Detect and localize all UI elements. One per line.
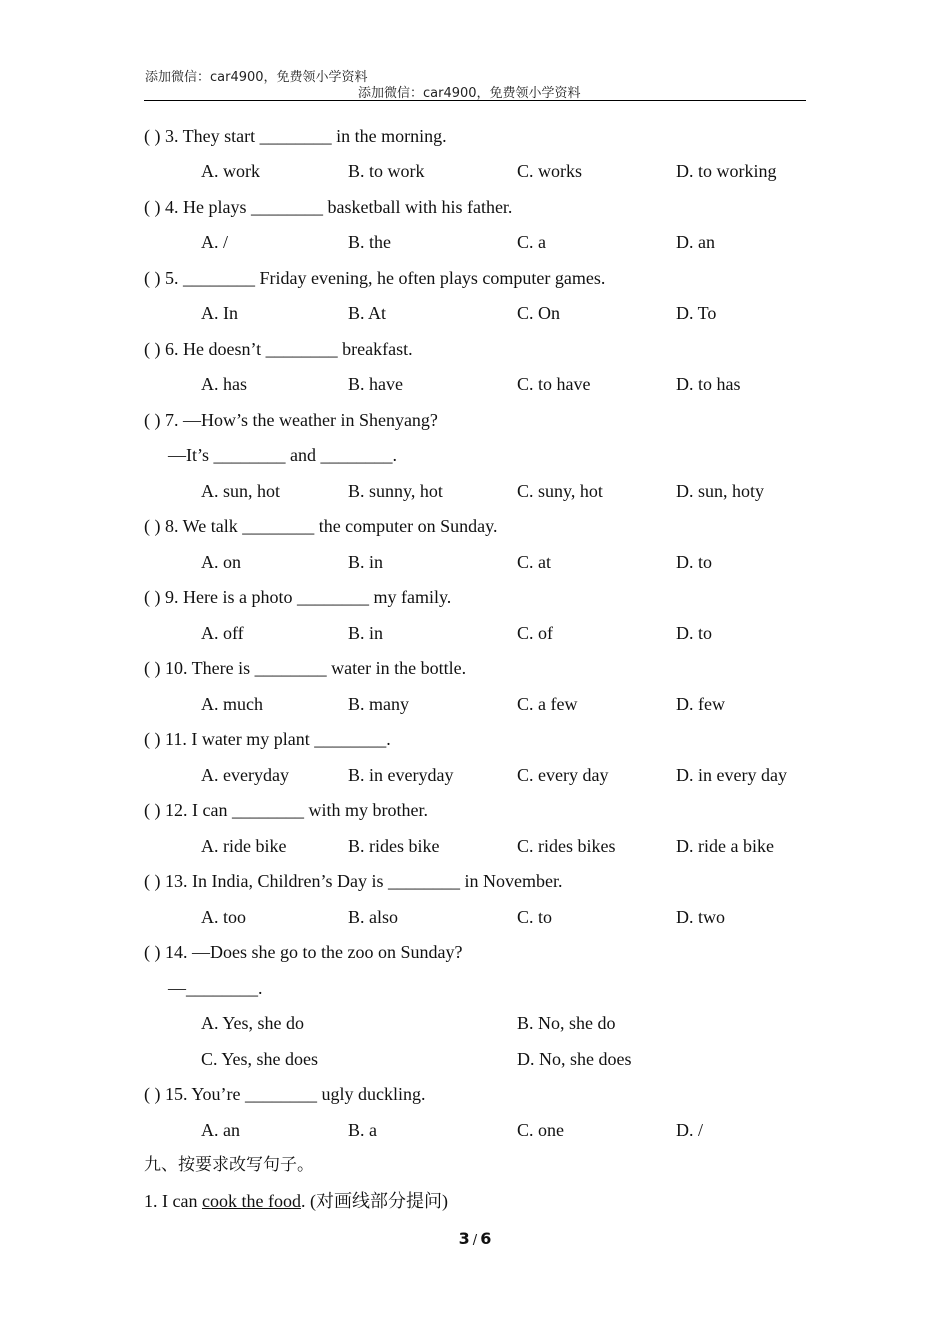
option-c: C. works (517, 161, 583, 181)
option-c: C. suny, hot (517, 480, 603, 501)
option-a: A. Yes, she do (201, 1013, 305, 1033)
option-b: B. sunny, hot (348, 480, 443, 501)
option-a: A. much (201, 693, 263, 714)
option-b: B. in everyday (348, 764, 454, 785)
options-row (144, 545, 806, 581)
rewrite-prefix: 1. I can (144, 1190, 202, 1211)
worksheet-content (144, 119, 806, 1220)
option-a: A. work (201, 161, 260, 181)
option-b: B. in (348, 551, 384, 572)
question-stem: ( ) 7. —How’s the weather in Shenyang? (144, 409, 438, 430)
option-c: C. at (517, 551, 551, 572)
option-a: A. too (201, 906, 246, 927)
option-c: C. every day (517, 764, 609, 785)
options-row (144, 474, 806, 510)
question-stem: ( ) 11. I water my plant ________. (144, 729, 391, 749)
option-c: C. to have (517, 374, 591, 394)
option-a: A. has (201, 374, 247, 394)
option-d: D. / (676, 1119, 703, 1140)
option-b: B. a (348, 1119, 377, 1140)
question-stem: ( ) 15. You’re ________ ugly duckling. (144, 1084, 426, 1104)
option-c: C. Yes, she does (201, 1048, 319, 1069)
option-b: B. At (348, 303, 387, 323)
option-a: A. off (201, 622, 244, 643)
question-stem: ( ) 10. There is ________ water in the bottle. (144, 658, 467, 678)
option-d: D. an (676, 232, 715, 252)
option-b: B. many (348, 693, 409, 714)
rewrite-question-1 (144, 1184, 806, 1220)
question-stem: ( ) 12. I can ________ with my brother. (144, 800, 428, 820)
option-d: D. to (676, 622, 712, 643)
options-row (144, 296, 806, 332)
options-row (144, 1042, 806, 1078)
option-a: A. an (201, 1119, 240, 1140)
option-d: D. to working (676, 161, 777, 181)
options-row (144, 1006, 806, 1042)
page-number (0, 1229, 950, 1248)
header-watermark-line2: 添加微信：car4900，免费领小学资料 (358, 86, 581, 101)
current-page: 3 (458, 1229, 470, 1248)
option-c: C. one (517, 1119, 564, 1140)
option-b: B. rides bike (348, 835, 440, 856)
option-d: D. sun, hoty (676, 480, 765, 501)
options-row (144, 225, 806, 261)
option-a: A. on (201, 551, 241, 572)
option-d: D. few (676, 693, 725, 714)
options-row (144, 154, 806, 190)
option-b: B. also (348, 906, 399, 927)
option-c: C. rides bikes (517, 835, 616, 856)
question-stem: ( ) 3. They start ________ in the morning. (144, 125, 447, 146)
question-stem: ( ) 9. Here is a photo ________ my family. (144, 587, 452, 607)
options-row (144, 1113, 806, 1149)
option-c: C. of (517, 622, 553, 643)
option-c: C. to (517, 906, 553, 927)
page-separator: / (472, 1233, 478, 1248)
option-b: B. No, she do (517, 1013, 616, 1033)
rewrite-suffix: . (对画线部分提问) (300, 1190, 448, 1211)
option-b: B. in (348, 622, 384, 643)
options-row (144, 367, 806, 403)
option-a: A. sun, hot (201, 480, 281, 501)
total-pages: 6 (480, 1229, 492, 1248)
option-a: A. / (201, 232, 228, 252)
question-stem: ( ) 13. In India, Children’s Day is ________ in November. (144, 871, 563, 891)
question-stem: ( ) 6. He doesn’t ________ breakfast. (144, 338, 413, 359)
header-watermark-line1: 添加微信：car4900，免费领小学资料 (145, 70, 368, 85)
option-d: D. No, she does (517, 1048, 632, 1069)
option-a: A. everyday (201, 764, 289, 785)
question-stem: ( ) 8. We talk ________ the computer on Sunday. (144, 516, 498, 536)
question-response-line: —It’s ________ and ________. (168, 445, 397, 465)
question-stem: ( ) 14. —Does she go to the zoo on Sunday? (144, 942, 463, 962)
option-d: D. to has (676, 374, 741, 394)
question-response-line: —________. (168, 977, 263, 998)
option-b: B. have (348, 374, 403, 394)
option-b: B. the (348, 232, 391, 252)
options-row (144, 616, 806, 652)
option-d: D. to (676, 551, 712, 572)
option-d: D. two (676, 906, 725, 927)
option-a: A. ride bike (201, 835, 287, 856)
option-c: C. a (517, 232, 546, 252)
option-a: A. In (201, 303, 238, 323)
section-title: 九、按要求改写句子。 (144, 1155, 314, 1175)
options-row (144, 687, 806, 723)
option-c: C. On (517, 303, 561, 323)
question-stem: ( ) 4. He plays ________ basketball with his father. (144, 196, 513, 217)
header-rule (144, 100, 806, 101)
options-row (144, 900, 806, 936)
option-d: D. To (676, 303, 717, 323)
option-d: D. ride a bike (676, 835, 774, 856)
question-stem: ( ) 5. ________ Friday evening, he often plays computer games. (144, 267, 606, 288)
options-row (144, 758, 806, 794)
options-row (144, 829, 806, 865)
option-b: B. to work (348, 161, 425, 181)
option-d: D. in every day (676, 764, 787, 785)
option-c: C. a few (517, 693, 578, 714)
underlined-phrase: cook the food (201, 1190, 301, 1211)
